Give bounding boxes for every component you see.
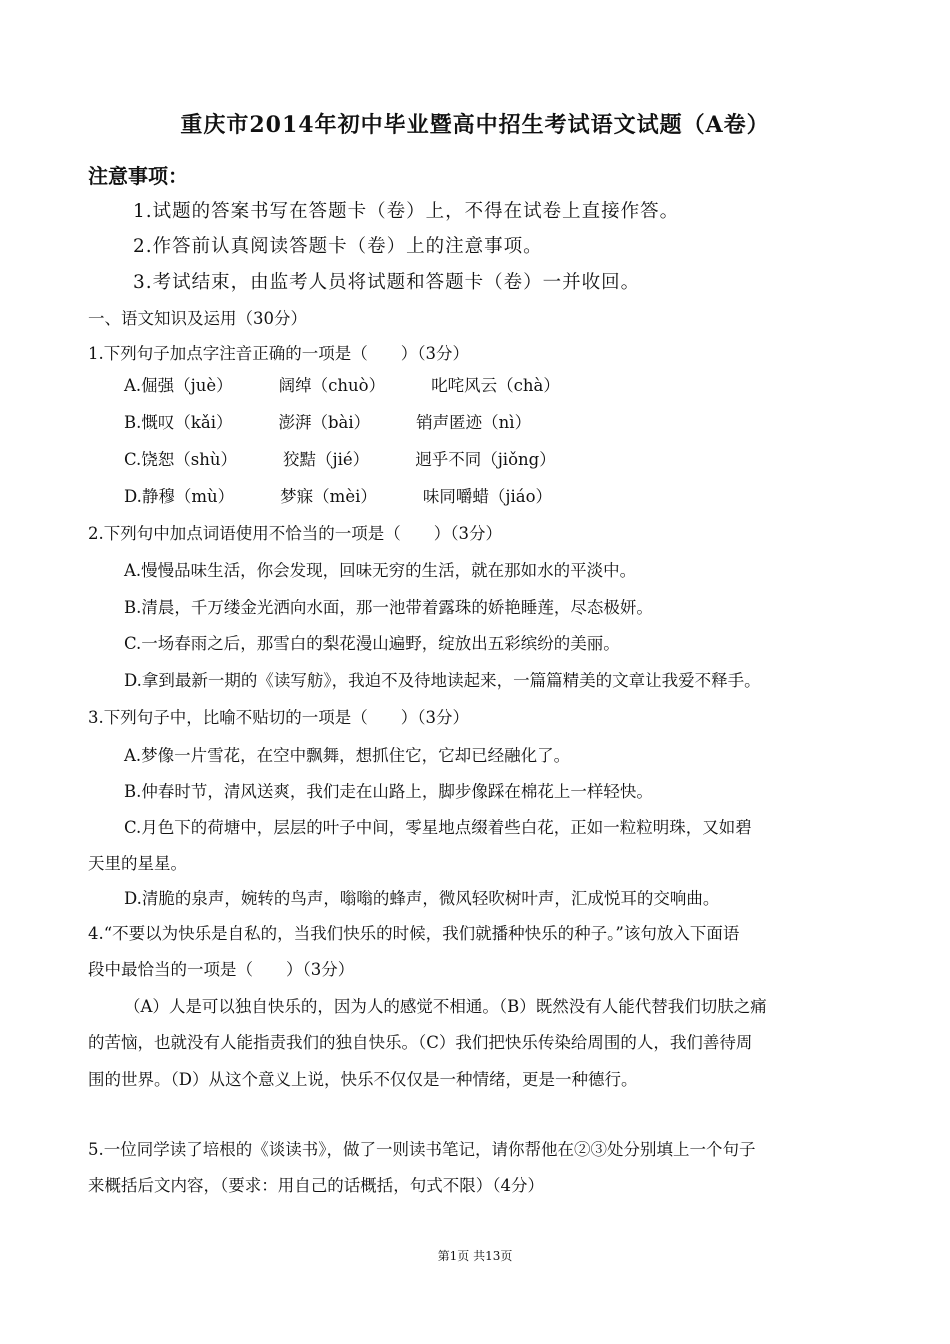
option-row (124, 446, 556, 470)
option-word: C.饶恕（shù） (124, 450, 238, 469)
option-word: 狡黠（jié） (283, 450, 370, 469)
option-line-continued: 天里的星星。 (88, 854, 187, 873)
page-number: 第1页 共13页 (437, 1249, 513, 1263)
notice-heading: 注意事项： (88, 164, 188, 188)
option-line: B.仲春时节，清风送爽，我们走在山路上，脚步像踩在棉花上一样轻快。 (124, 782, 653, 801)
option-row (124, 483, 552, 507)
option-word: B.慨叹（kǎi） (124, 413, 233, 432)
option-word: 味同嚼蜡（jiáo） (422, 487, 553, 506)
notice-item: 1.试题的答案书写在答题卡（卷）上，不得在试卷上直接作答。 (133, 201, 680, 222)
option-row (124, 372, 560, 396)
option-line: C.一场春雨之后，那雪白的梨花漫山遍野，绽放出五彩缤纷的美丽。 (124, 634, 620, 653)
question-stem: 4.“不要以为快乐是自私的，当我们快乐的时候，我们就播种快乐的种子。”该句放入下面语 (88, 924, 740, 943)
page-title: 重庆市2014年初中毕业暨高中招生考试语文试题（A卷） (180, 112, 770, 138)
question-stem-continued: 来概括后文内容，（要求：用自己的话概括，句式不限）（4分） (88, 1176, 544, 1195)
option-word: D.静穆（mù） (124, 487, 235, 506)
option-line: D.拿到最新一期的《读写舫》，我迫不及待地读起来，一篇篇精美的文章让我爱不释手。 (124, 671, 761, 690)
option-word: A.倔强（juè） (124, 376, 233, 395)
option-word: 梦寐（mèi） (280, 487, 377, 506)
option-word: 销声匿迹（nì） (416, 413, 532, 432)
option-word: 叱咤风云（chà） (431, 376, 560, 395)
passage-line: 的苦恼，也就没有人能指责我们的独自快乐。（C）我们把快乐传染给周围的人，我们善待周 (88, 1033, 753, 1052)
option-line: C.月色下的荷塘中，层层的叶子中间，零星地点缀着些白花，正如一粒粒明珠，又如碧 (124, 818, 752, 837)
passage-line: （A）人是可以独自快乐的，因为人的感觉不相通。（B）既然没有人能代替我们切肤之痛 (124, 997, 767, 1016)
option-line: D.清脆的泉声，婉转的鸟声，嗡嗡的蜂声，微风轻吹树叶声，汇成悦耳的交响曲。 (124, 889, 720, 908)
question-stem-continued: 段中最恰当的一项是（ ）（3分） (88, 960, 355, 979)
option-line: A.梦像一片雪花，在空中飘舞，想抓住它，它却已经融化了。 (124, 746, 571, 765)
option-line: B.清晨，千万缕金光洒向水面，那一池带着露珠的娇艳睡莲，尽态极妍。 (124, 598, 653, 617)
question-stem: 1.下列句子加点字注音正确的一项是（ ）（3分） (88, 344, 469, 363)
option-word: 迥乎不同（jiǒng） (415, 450, 556, 469)
option-word: 阔绰（chuò） (278, 376, 386, 395)
option-line: A.慢慢品味生活，你会发现，回味无穷的生活，就在那如水的平淡中。 (124, 561, 637, 580)
option-word: 澎湃（bài） (278, 413, 371, 432)
passage-line: 围的世界。（D）从这个意义上说，快乐不仅仅是一种情绪，更是一种德行。 (88, 1070, 638, 1089)
question-stem: 3.下列句子中，比喻不贴切的一项是（ ）（3分） (88, 708, 469, 727)
question-stem: 2.下列句中加点词语使用不恰当的一项是（ ）（3分） (88, 524, 502, 543)
notice-item: 2.作答前认真阅读答题卡（卷）上的注意事项。 (133, 236, 543, 257)
notice-item: 3.考试结束，由监考人员将试题和答题卡（卷）一并收回。 (133, 272, 641, 293)
option-row (124, 409, 531, 433)
question-stem: 5.一位同学读了培根的《谈读书》，做了一则读书笔记，请你帮他在②③处分别填上一个句子 (88, 1140, 756, 1159)
section-heading: 一、语文知识及运用（30分） (88, 309, 307, 328)
